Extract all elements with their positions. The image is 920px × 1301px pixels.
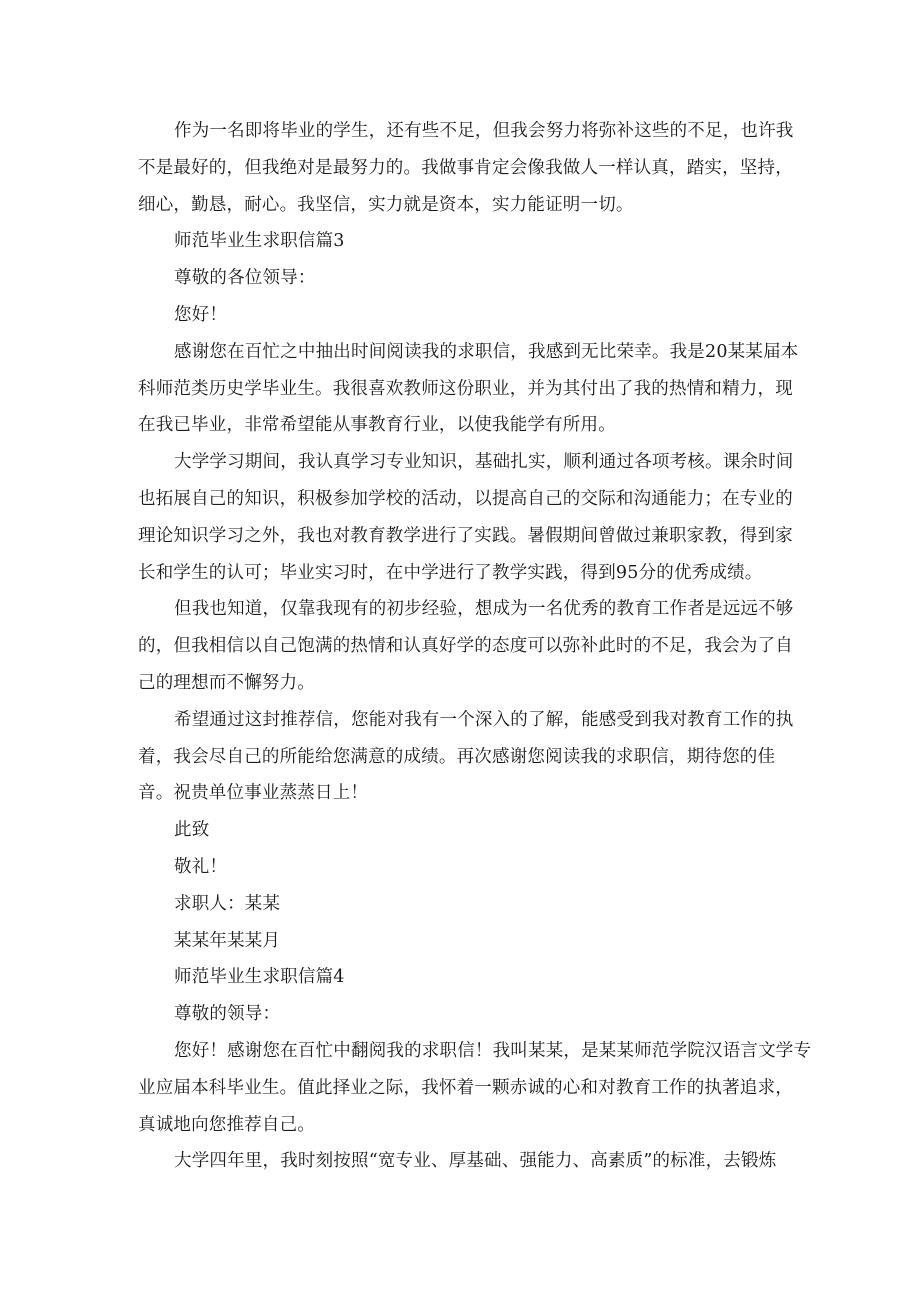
text-line: 感谢您在百忙之中抽出时间阅读我的求职信，我感到无比荣幸。我是20某某届本 bbox=[174, 341, 799, 362]
text-line: 尊敬的各位领导： bbox=[174, 268, 316, 289]
text-line: 细心，勤恳，耐心。我坚信，实力就是资本，实力能证明一切。 bbox=[138, 194, 634, 215]
text-line: 不是最好的，但我绝对是最努力的。我做事肯定会像我做人一样认真，踏实，坚持， bbox=[138, 157, 793, 178]
text-line: 长和学生的认可；毕业实习时，在中学进行了教学实践，得到95分的优秀成绩。 bbox=[138, 562, 763, 583]
text-line: 科师范类历史学毕业生。我很喜欢教师这份职业，并为其付出了我的热情和精力，现 bbox=[138, 378, 793, 399]
text-line: 希望通过这封推荐信，您能对我有一个深入的了解，能感受到我对教育工作的执 bbox=[174, 709, 794, 730]
document-page bbox=[138, 113, 812, 1180]
text-line: 己的理想而不懈努力。 bbox=[138, 672, 315, 693]
text-line: 此致 bbox=[174, 820, 210, 841]
text-line: 音。祝贵单位事业蒸蒸日上！ bbox=[138, 783, 369, 804]
text-line: 的，但我相信以自己饱满的热情和认真好学的态度可以弥补此时的不足，我会为了自 bbox=[138, 636, 793, 657]
text-line: 您好！ bbox=[174, 304, 228, 325]
text-line: 大学学习期间，我认真学习专业知识，基础扎实，顺利通过各项考核。课余时间 bbox=[174, 452, 794, 473]
text-line: 真诚地向您推荐自己。 bbox=[138, 1114, 315, 1135]
text-line: 求职人：某某 bbox=[174, 893, 281, 914]
text-line: 作为一名即将毕业的学生，还有些不足，但我会努力将弥补这些的不足，也许我 bbox=[174, 121, 794, 141]
text-line: 大学四年里，我时刻按照“宽专业、厚基础、强能力、高素质”的标准，去锻炼 bbox=[174, 1151, 777, 1172]
text-line: 某某年某某月 bbox=[174, 930, 281, 951]
text-line: 尊敬的领导： bbox=[174, 1004, 281, 1025]
text-line: 师范毕业生求职信篇4 bbox=[174, 967, 345, 988]
text-line: 着，我会尽自己的所能给您满意的成绩。再次感谢您阅读我的求职信，期待您的佳 bbox=[138, 746, 776, 767]
text-line: 师范毕业生求职信篇3 bbox=[174, 231, 345, 252]
text-line: 但我也知道，仅靠我现有的初步经验，想成为一名优秀的教育工作者是远远不够 bbox=[174, 599, 794, 620]
text-line: 也拓展自己的知识，积极参加学校的活动，以提高自己的交际和沟通能力；在专业的 bbox=[138, 488, 793, 509]
text-line: 业应届本科毕业生。值此择业之际，我怀着一颗赤诚的心和对教育工作的执著追求， bbox=[138, 1077, 793, 1098]
text-line: 您好！感谢您在百忙中翻阅我的求职信！我叫某某，是某某师范学院汉语言文学专 bbox=[174, 1040, 812, 1061]
text-line: 在我已毕业，非常希望能从事教育行业，以使我能学有所用。 bbox=[138, 415, 616, 436]
text-line: 敬礼！ bbox=[174, 856, 228, 877]
text-line: 理论知识学习之外，我也对教育教学进行了实践。暑假期间曾做过兼职家教，得到家 bbox=[138, 525, 793, 546]
